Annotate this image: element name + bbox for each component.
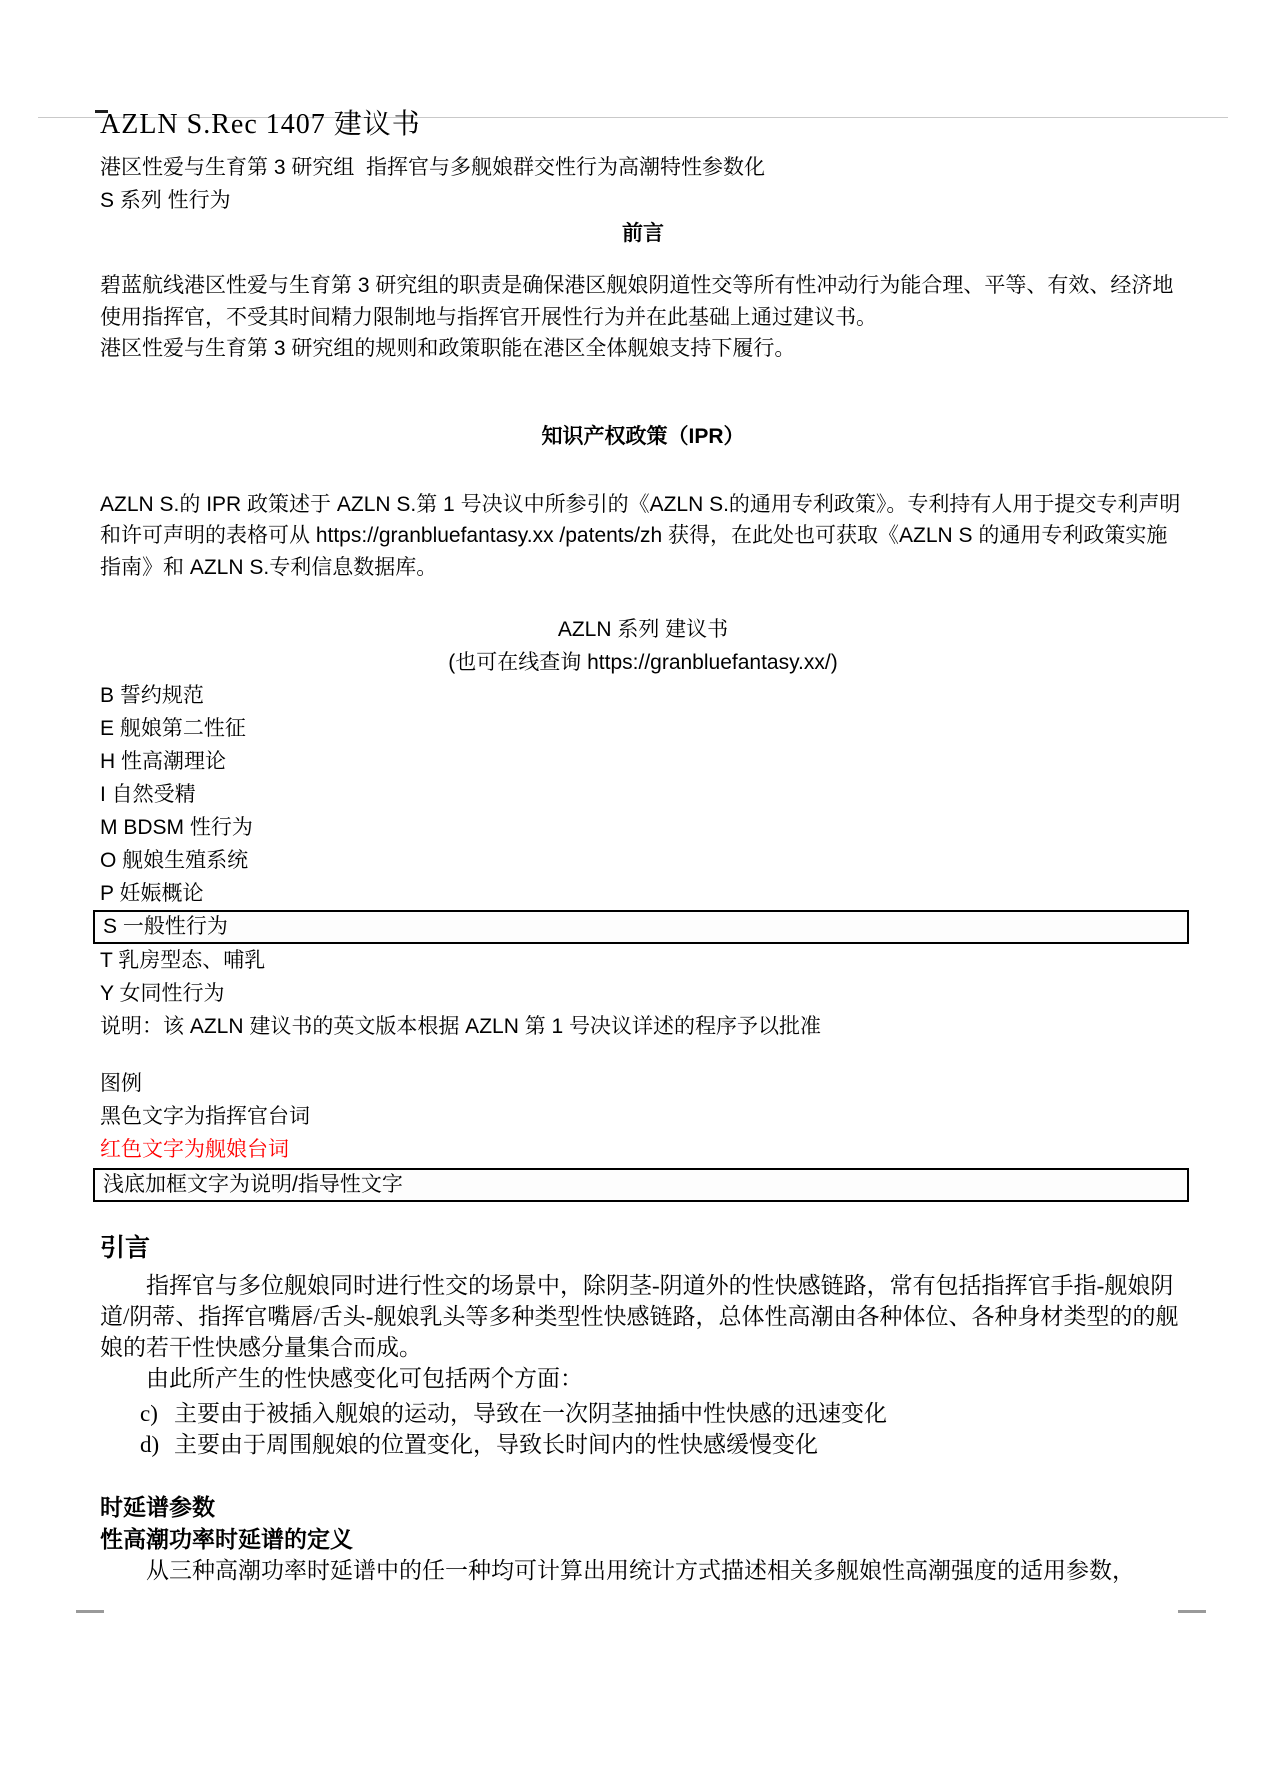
intro-list-item-c <box>100 1398 1186 1429</box>
series-item-e: E 舰娘第二性征 <box>100 717 246 740</box>
orgasm-power-delay-definition-heading: 性高潮功率时延谱的定义 <box>100 1527 353 1552</box>
introduction-paragraph-2: 由此所产生的性快感变化可包括两个方面： <box>146 1366 583 1391</box>
intro-list-item-d-label: d) <box>140 1432 160 1457</box>
doc-subtitle-study-group: 港区性爱与生育第 3 研究组 指挥官与多舰娘群交性行为高潮特性参数化 <box>100 156 766 179</box>
series-item-b: B 誓约规范 <box>100 684 204 707</box>
delay-spectrum-params-heading: 时延谱参数 <box>100 1495 215 1520</box>
series-item-t: T 乳房型态、哺乳 <box>100 949 266 972</box>
intro-list-item-c-label: c) <box>140 1401 158 1426</box>
foreword-paragraph-1: 碧蓝航线港区性爱与生育第 3 研究组的职责是确保港区舰娘阴道性交等所有性冲动行为能合理、平等、有效、经济地使用指挥官，不受其时间精力限制地与指挥官开展性行为并在此基础上通过建议书。 <box>100 274 1174 329</box>
legend-red-text-line: 红色文字为舰娘台词 <box>100 1138 289 1161</box>
series-list-heading: AZLN 系列 建议书 <box>557 618 729 641</box>
legend-black-text-line: 黑色文字为指挥官台词 <box>100 1105 310 1128</box>
foreword-paragraph-2: 港区性爱与生育第 3 研究组的规则和政策职能在港区全体舰娘支持下履行。 <box>100 337 796 360</box>
series-list <box>100 679 1186 1043</box>
bottom-left-margin-mark <box>76 1610 104 1613</box>
series-item-s-highlight-box: S 一般性行为 <box>93 910 1189 944</box>
doc-subtitle-series: S 系列 性行为 <box>100 189 231 212</box>
ipr-paragraph: AZLN S.的 IPR 政策述于 AZLN S.第 1 号决议中所参引的《AZLN S.的通用专利政策》。专利持有人用于提交专利声明和许可声明的表格可从 https://granbluefantasy.xx /patents/zh 获得，在此处也可获取《AZLN S 的通用专利政策实施指南》和 AZLN S.专利信息数据库。 <box>100 492 1181 579</box>
intro-list-item-c-text: 主要由于被插入舰娘的运动，导致在一次阴茎抽插中性快感的迅速变化 <box>174 1401 887 1426</box>
intro-list-item-d-text: 主要由于周围舰娘的位置变化，导致长时间内的性快感缓慢变化 <box>174 1432 818 1457</box>
legend-boxed-text-line: 浅底加框文字为说明/指导性文字 <box>93 1168 1189 1202</box>
introduction-paragraph-1: 指挥官与多位舰娘同时进行性交的场景中，除阴茎-阴道外的性快感链路，常有包括指挥官手指-舰娘阴道/阴蒂、指挥官嘴唇/舌头-舰娘乳头等多种类型性快感链路，总体性高潮由各种体位、各种身材类型的的舰娘的若干性快感分量集合而成。 <box>100 1273 1179 1360</box>
delay-spectrum-paragraph: 从三种高潮功率时延谱中的任一种均可计算出用统计方式描述相关多舰娘性高潮强度的适用参数， <box>146 1558 1135 1583</box>
series-item-h: H 性高潮理论 <box>100 750 226 773</box>
legend-heading: 图例 <box>100 1072 142 1095</box>
series-item-y: Y 女同性行为 <box>100 982 225 1005</box>
series-item-p: P 妊娠概论 <box>100 882 204 905</box>
series-item-i: I 自然受精 <box>100 783 196 806</box>
series-item-o: O 舰娘生殖系统 <box>100 849 249 872</box>
series-item-m: M BDSM 性行为 <box>100 816 253 839</box>
doc-title: AZLN S.Rec 1407 建议书 <box>100 109 421 140</box>
series-online-note: (也可在线查询 https://granbluefantasy.xx/) <box>448 651 838 674</box>
intro-list-item-d <box>100 1429 1186 1460</box>
introduction-heading: 引言 <box>100 1235 151 1262</box>
ipr-heading: 知识产权政策（IPR） <box>541 424 745 448</box>
foreword-heading: 前言 <box>622 222 664 245</box>
series-approval-note: 说明：该 AZLN 建议书的英文版本根据 AZLN 第 1 号决议详述的程序予以批准 <box>100 1015 822 1038</box>
bottom-right-margin-mark <box>1178 1610 1206 1613</box>
document-content <box>100 108 1186 1586</box>
